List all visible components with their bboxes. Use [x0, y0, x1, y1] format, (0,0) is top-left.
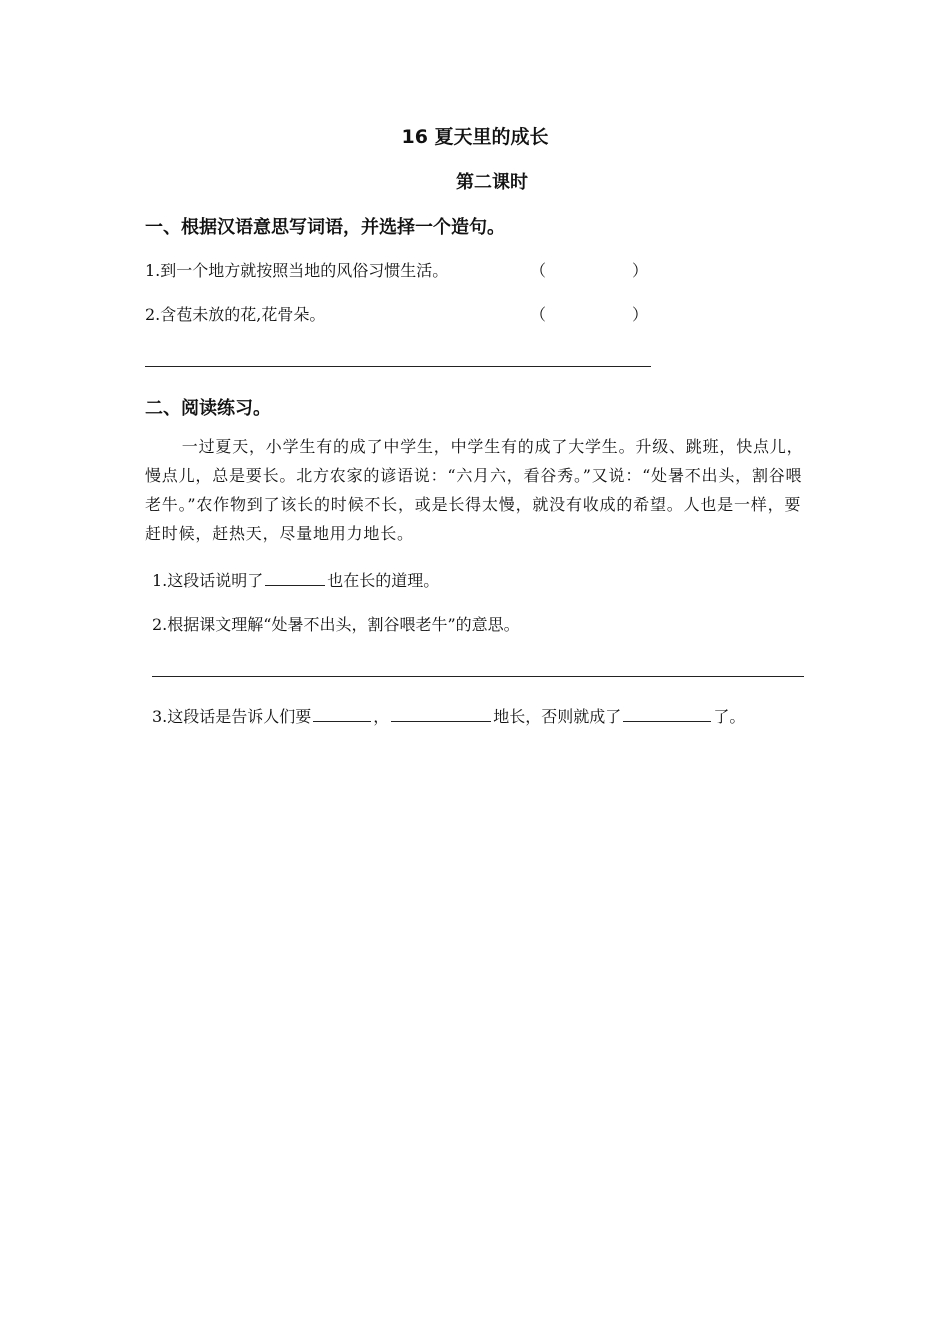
question-3-blank-2[interactable]	[391, 707, 491, 722]
question-1: 1.这段话说明了 也在长的道理。	[152, 571, 440, 590]
lesson-title: 16 夏天里的成长	[401, 126, 549, 148]
sentence-answer-line[interactable]	[145, 366, 651, 367]
question-2: 2.根据课文理解“处暑不出头，割谷喂老牛”的意思。	[152, 615, 520, 634]
question-3-blank-1[interactable]	[313, 707, 371, 722]
question-3: 3.这段话是告诉人们要 ， 地长，否则就成了 了。	[152, 707, 746, 726]
section1-heading: 一、根据汉语意思写词语，并选择一个造句。	[145, 217, 505, 238]
section2-heading: 二、阅读练习。	[145, 398, 271, 419]
lesson-subtitle: 第二课时	[456, 172, 528, 193]
close-paren: ）	[632, 305, 649, 324]
section1-item-2: 2.含苞未放的花,花骨朵。	[145, 305, 326, 324]
reading-passage	[145, 432, 815, 548]
close-paren: ）	[632, 261, 649, 280]
question-2-answer-line[interactable]	[152, 676, 804, 677]
section1-answer-box-2[interactable]	[530, 302, 648, 325]
section1-answer-box-1[interactable]	[530, 258, 648, 281]
question-1-blank[interactable]	[265, 571, 325, 586]
passage-text: 一过夏天，小学生有的成了中学生，中学生有的成了大学生。升级、跳班，快点儿，慢点儿，总是要长。北方农家的谚语说：“六月六，看谷秀。”又说：“处暑不出头，割谷喂老牛。”农作物到了该长的时候不长，或是长得太慢，就没有收成的希望。人也是一样，要赶时候，赶热天，尽量地用力地长。	[145, 437, 804, 543]
section1-item-1: 1.到一个地方就按照当地的风俗习惯生活。	[145, 261, 449, 280]
open-paren: （	[530, 261, 547, 280]
open-paren: （	[530, 305, 547, 324]
question-3-blank-3[interactable]	[623, 707, 711, 722]
